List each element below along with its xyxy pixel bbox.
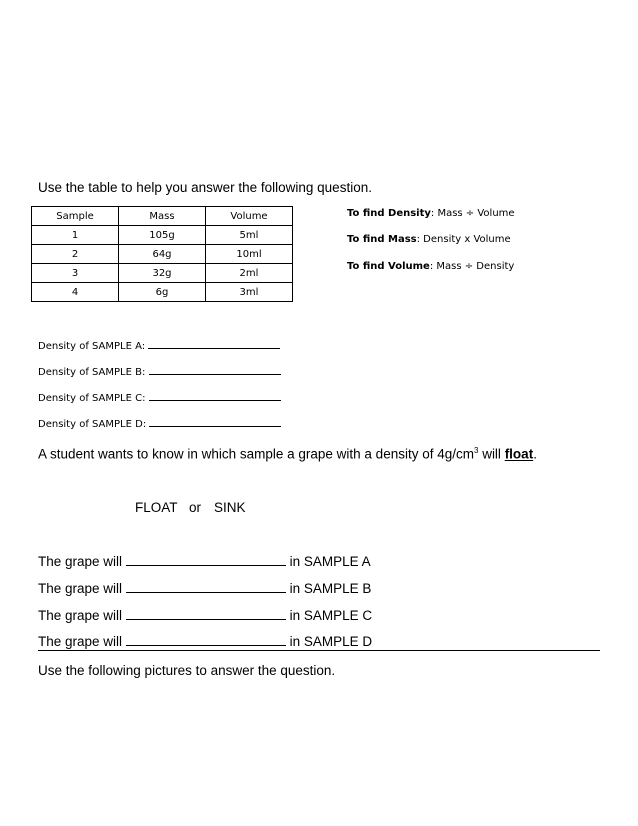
grape-line-c (38, 608, 372, 623)
table-cell: 64g (119, 245, 206, 264)
density-line-b (38, 367, 281, 378)
table-cell: 105g (119, 226, 206, 245)
answer-blank[interactable] (126, 619, 286, 620)
table-cell: 2 (32, 245, 119, 264)
table-header-row (32, 207, 293, 226)
answer-blank[interactable] (149, 426, 281, 427)
column-header: Sample (32, 207, 119, 226)
question-superscript: 3 (473, 446, 479, 455)
choice-float: FLOAT (135, 500, 178, 515)
choice-sink: SINK (214, 500, 246, 515)
answer-blank[interactable] (126, 645, 286, 646)
choice-or: or (189, 500, 202, 515)
formula-volume (347, 261, 514, 272)
question-part: . (533, 446, 537, 462)
table-row (32, 226, 293, 245)
question-emphasis: float (504, 446, 534, 462)
table-cell: 2ml (206, 264, 293, 283)
grape-prefix: The grape will (38, 608, 123, 623)
intro-instruction: Use the table to help you answer the following question. (38, 180, 372, 195)
density-label: Density of SAMPLE A: (38, 341, 146, 352)
question-part: A student wants to know in which sample a grape with a density of 4g/cm (38, 446, 474, 462)
grape-suffix: in SAMPLE D (289, 634, 373, 649)
grape-prefix: The grape will (38, 581, 123, 596)
table-row (32, 245, 293, 264)
table-cell: 3 (32, 264, 119, 283)
grape-line-d (38, 634, 372, 649)
column-header: Volume (206, 207, 293, 226)
question-text (38, 446, 537, 462)
table-cell: 4 (32, 283, 119, 302)
table-row (32, 264, 293, 283)
density-label: Density of SAMPLE B: (38, 367, 146, 378)
formula-mass (347, 234, 511, 245)
grape-line-a (38, 554, 371, 569)
grape-suffix: in SAMPLE C (289, 608, 373, 623)
formula-label: To find Density (347, 208, 431, 219)
question-part: will (478, 446, 505, 462)
density-label: Density of SAMPLE D: (38, 419, 147, 430)
grape-line-b (38, 581, 371, 596)
grape-prefix: The grape will (38, 554, 123, 569)
sample-table (31, 206, 293, 302)
density-line-c (38, 393, 281, 404)
formula-label: To find Volume (347, 261, 430, 272)
answer-blank[interactable] (126, 565, 286, 566)
density-line-a (38, 341, 280, 352)
formula-density (347, 208, 515, 219)
grape-suffix: in SAMPLE B (289, 581, 372, 596)
table-cell: 32g (119, 264, 206, 283)
table-cell: 1 (32, 226, 119, 245)
answer-blank[interactable] (149, 374, 281, 375)
density-line-d (38, 419, 281, 430)
formula-text: : Mass ÷ Density (429, 261, 515, 272)
formula-text: : Density x Volume (416, 234, 511, 245)
density-label: Density of SAMPLE C: (38, 393, 146, 404)
formula-text: : Mass ÷ Volume (430, 208, 515, 219)
table-cell: 6g (119, 283, 206, 302)
outro-instruction: Use the following pictures to answer the question. (38, 663, 336, 678)
grape-prefix: The grape will (38, 634, 123, 649)
formula-label: To find Mass (347, 234, 417, 245)
answer-blank[interactable] (149, 400, 281, 401)
table-cell: 3ml (206, 283, 293, 302)
table-cell: 10ml (206, 245, 293, 264)
table-cell: 5ml (206, 226, 293, 245)
answer-blank[interactable] (148, 348, 280, 349)
horizontal-divider (38, 650, 600, 651)
table-row (32, 283, 293, 302)
answer-blank[interactable] (126, 592, 286, 593)
column-header: Mass (119, 207, 206, 226)
grape-suffix: in SAMPLE A (289, 554, 371, 569)
